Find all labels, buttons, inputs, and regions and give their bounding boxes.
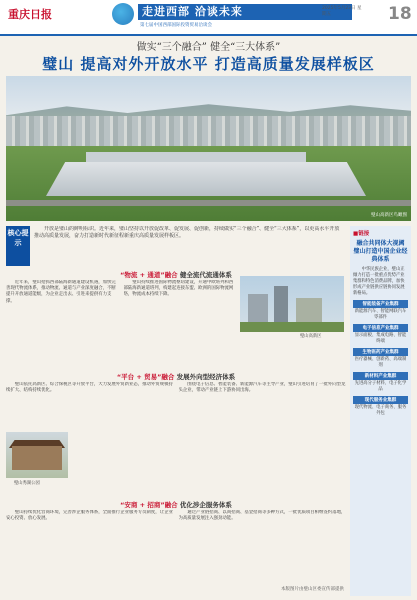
lead-badge: 核心提示 — [6, 226, 30, 266]
section-heading-2: “平台 + 贸易”融合 发展外向型经济体系 — [116, 373, 236, 381]
section-body-3 — [6, 510, 346, 584]
district-photo-caption: 璧山高新区 — [300, 334, 322, 339]
hero-photo-caption: 璧山高新区鸟瞰图 — [371, 213, 407, 218]
banner-title: 走进西部 洽谈未来 — [142, 5, 243, 18]
sidebar-intro: 中华民族企业，璧山正倾力打造一批重点优势产业集群和特色消费品牌，加快形成产业链供应链协同发展新格局。 — [353, 267, 405, 296]
article-headline: 璧山 提高对外开放水平 打造高质量发展样板区 — [42, 55, 375, 73]
district-photo — [240, 276, 344, 332]
newspaper-logo: 重庆日报 — [8, 8, 52, 21]
article-kicker: 做实“三个融合” 健全“三大体系” — [136, 42, 281, 53]
masthead-rule — [0, 34, 417, 36]
section-heading-1: “物流 + 通道”融合 健全流代流通体系 — [120, 271, 232, 279]
sidebar-list — [353, 300, 408, 417]
section-text: 璧山持续优化营商环境，完善涉企服务体系，全面推行企业服务专员制度，让企业安心投资、放心发展。 — [6, 510, 173, 522]
page-number: 18 — [388, 4, 412, 24]
sidebar-title: 融合共同体大视阈 璧山打造中国企业经典体系 — [353, 240, 408, 263]
sidebar-item: 先进高分子材料、电子化学品 — [354, 381, 407, 392]
issue-date: 2025年5月23日 星期五 — [322, 6, 362, 17]
section-text: 璧山持续推进国际物流枢纽建设，开通中欧班列和西部陆海新通道班列，构建起连接东盟、欧洲的国际物流网络，物流成本持续下降。 — [123, 280, 234, 298]
banner-subtitle: 第七届中国西部国际投资贸易洽谈会 — [140, 23, 212, 28]
sidebar-item: 新能源汽车、智能网联汽车零部件 — [354, 309, 407, 320]
sidebar-box: 新材料产业集群 — [353, 372, 408, 380]
sidebar-box: 生物医药产业集群 — [353, 348, 408, 356]
section-heading-3: “安商 + 招商”融合 优化涉企服务体系 — [120, 501, 232, 509]
sidebar-item: 医疗器械、创新药、高端制剂 — [354, 357, 407, 368]
sidebar-box: 电子信息产业集群 — [353, 324, 408, 332]
park-photo — [6, 432, 68, 478]
sidebar-head: ■链接 — [353, 231, 370, 237]
sidebar-item: 现代物流、电子商务、服务外包 — [354, 405, 407, 416]
sidebar-item: 显示面板、集成电路、智能终端 — [354, 333, 407, 344]
section-text: 璧山依托高新区、综合保税区等开放平台，大力发展外贸新业态，推动外贸规模持续扩大、结构持续优化。 — [6, 382, 173, 394]
sidebar-box: 智能装备产业集群 — [353, 300, 408, 308]
park-photo-caption: 璧山秀湖公园 — [14, 481, 40, 486]
section-text: 通过产业链招商、以商招商、基金招商等多种方式，一批优质项目相继签约落地，为高质量发展注入强劲动能。 — [178, 510, 346, 522]
lead-paragraph: 开放是璧山的鲜明标识。近年来，璧山坚持以开放促改革、促发展、促创新，持续做实“三个融合”、健全“三大体系”，以更高水平开放推动高质量发展，奋力打造新时代新征程新重庆高质量发展样板区。 — [34, 226, 340, 239]
section-body-2 — [6, 382, 346, 432]
hero-photo — [6, 76, 411, 221]
section-text: 近年来，璧山抢抓西部陆海新通道建设机遇，加快完善现代物流体系，推动物流、通道与产业深度融合，不断提升开放通道能级，为企业走出去、引进来提供有力支撑。 — [6, 280, 116, 304]
event-emblem-icon — [112, 3, 134, 25]
sidebar — [350, 226, 411, 596]
sidebar-box: 现代服务业集群 — [353, 396, 408, 404]
masthead — [0, 0, 417, 36]
section-text: 围绕电子信息、智能装备、新能源汽车等主导产业，璧山引进培育了一批外向型龙头企业，带动产业链上下游协同出海。 — [178, 382, 346, 394]
photo-credit: 本版图片由璧山区委宣传部提供 — [281, 587, 344, 592]
section-body-1 — [6, 280, 236, 342]
